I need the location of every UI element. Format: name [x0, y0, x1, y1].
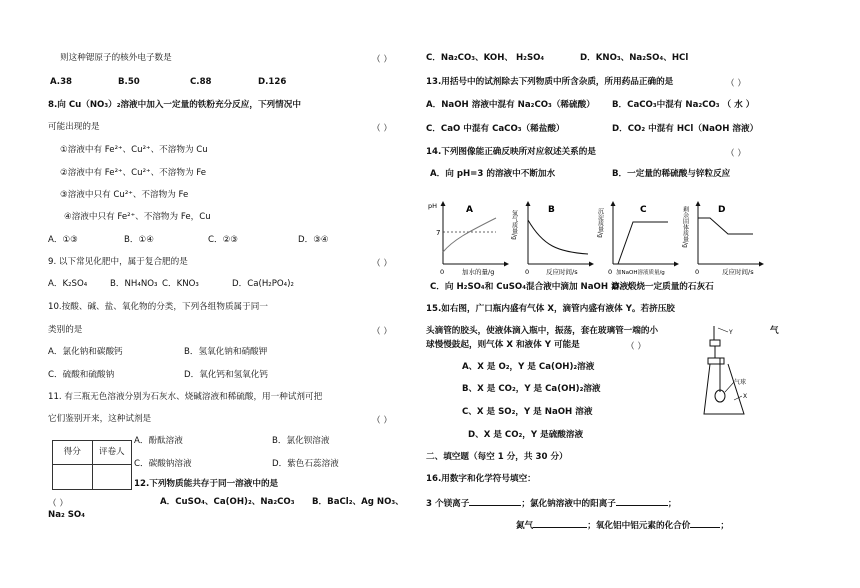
graph-a-ylabel: pH	[428, 202, 438, 210]
q13-option-d: D．CO₂ 中混有 HCl（NaOH 溶液）	[612, 124, 759, 134]
q14-option-a: A．向 pH=3 的溶液中不断加水	[430, 169, 556, 179]
q16-blank-1[interactable]	[469, 496, 521, 506]
q8-item-1: ①溶液中有 Fe²⁺、Cu²⁺、不溶物为 Cu	[60, 145, 208, 155]
graph-a	[428, 202, 508, 276]
graph-d-letter: D	[718, 205, 726, 215]
q8-item-4: ④溶液中只有 Fe²⁺、不溶物为 Fe，Cu	[64, 212, 211, 222]
q9-paren: （ ）	[372, 259, 392, 269]
q15-option-d: D、X 是 CO₂，Y 是硫酸溶液	[468, 430, 584, 440]
q7-tail: 则这种锶原子的核外电子数是	[60, 53, 172, 63]
q7-option-c: C.88	[190, 77, 212, 87]
q10-stem: 10.按酸、碱、盐、氧化物的分类，下列各组物质属于同一	[48, 302, 268, 312]
q11-stem-2: 它们鉴别开来，这种试剂是	[48, 414, 152, 424]
q9-option-a: A．K₂SO₄	[48, 279, 88, 289]
apparatus-y-label: Y	[729, 329, 733, 336]
q9-option-d: D．Ca(H₂PO₄)₂	[232, 279, 294, 289]
q8-option-c: C．②③	[208, 235, 239, 245]
q10-option-b: B．氢氧化钠和硝酸钾	[184, 347, 268, 357]
q8-item-2: ②溶液中有 Fe²⁺、Cu²⁺、不溶物为 Fe	[60, 168, 207, 178]
q16-d-label: 氧化铝中铝元素的化合价	[595, 521, 691, 531]
q15-qi: 气	[770, 326, 779, 336]
q7-paren: （ ）	[372, 55, 392, 65]
graph-b	[511, 202, 594, 276]
q14-option-b: B．一定量的稀硫酸与锌粒反应	[612, 169, 731, 179]
q13-stem: 13.用括号中的试剂除去下列物质中所含杂质，所用药品正确的是	[426, 77, 674, 87]
graph-c	[597, 202, 679, 276]
q16-c-label: 氮气	[516, 521, 534, 531]
q9-option-c: C．KNO₃	[162, 279, 199, 289]
q16-semi-2: ；	[587, 521, 596, 531]
q15-paren: （ ）	[626, 342, 646, 352]
q7-option-d: D.126	[258, 77, 287, 87]
graph-b-xlabel: 反应时间/s	[546, 268, 578, 276]
q16-blank-2[interactable]	[616, 496, 668, 506]
graph-c-letter: C	[640, 205, 647, 215]
grader-label: 评卷人	[98, 447, 125, 457]
q15-option-a: A、X 是 O₂，Y 是 Ca(OH)₂溶液	[462, 362, 595, 372]
q12-option-c: C．Na₂CO₃、KOH、 H₂SO₄	[426, 53, 545, 63]
q8-stem-2: 可能出现的是	[48, 122, 100, 132]
graph-a-seven: 7	[436, 229, 441, 237]
q10-option-d: D．氧化钙和氢氧化钙	[184, 370, 268, 380]
graph-d	[682, 202, 764, 276]
q16-blank-4[interactable]	[690, 518, 720, 528]
graph-a-origin: 0	[440, 268, 445, 276]
score-label: 得分	[53, 441, 93, 464]
graph-b-letter: B	[548, 205, 555, 215]
q14-paren: （ ）	[726, 149, 746, 159]
q16-stem: 16.用数字和化学符号填空：	[426, 474, 536, 484]
q9-stem: 9. 以下常见化肥中，属于复合肥的是	[48, 257, 188, 267]
graph-d-origin: 0	[695, 268, 700, 276]
section-2-heading: 二、填空题（每空 1 分，共 30 分）	[426, 452, 568, 462]
q15-stem-2: 头滴管的胶头，使液体滴入瓶中，振荡，套在玻璃管一端的小	[426, 326, 659, 336]
score-cell[interactable]	[53, 465, 93, 489]
graph-b-ylabel: 氢气质量/g	[510, 210, 518, 240]
q16-semi-1: ；	[667, 499, 677, 509]
q16-a-label: 3 个镁离子	[426, 499, 470, 509]
q8-option-d: D．③④	[298, 235, 329, 245]
graph-c-ylabel: 沉淀质量/g	[596, 208, 604, 238]
q12-option-a: A．CuSO₄、Ca(OH)₂、Na₂CO₃	[160, 497, 295, 507]
q13-option-c: C．CaO 中混有 CaCO₃（稀盐酸）	[426, 124, 565, 134]
q11-option-a: A．酚酞溶液	[134, 436, 183, 446]
graph-c-xlabel: 加NaOH溶液质量/g	[616, 270, 665, 276]
graph-b-origin: 0	[525, 268, 530, 276]
q7-option-b: B.50	[118, 77, 140, 87]
q13-option-b: B．CaCO₃中混有 Na₂CO₃ （ 水 ）	[612, 100, 755, 110]
q15-option-b: B、X 是 CO₂，Y 是 Ca(OH)₂溶液	[462, 384, 601, 394]
q16-line-1	[426, 496, 677, 510]
graph-d-ylabel: 剩余固体质量/g	[681, 206, 689, 248]
score-box	[52, 440, 132, 490]
q8-option-b: B．①④	[124, 235, 154, 245]
grader-cell[interactable]	[93, 465, 132, 489]
q12-option-b: B．BaCl₂、Ag NO₃、	[312, 497, 404, 507]
q12-option-d: D．KNO₃、Na₂SO₄、HCl	[580, 53, 689, 63]
q8-item-3: ③溶液中只有 Cu²⁺、不溶物为 Fe	[60, 190, 189, 200]
q13-option-a: A．NaOH 溶液中混有 Na₂CO₃（稀硫酸）	[426, 100, 595, 110]
graph-d-xlabel: 反应时间/s	[722, 268, 754, 276]
q14-stem: 14.下列图像能正确反映所对应叙述关系的是	[426, 147, 596, 157]
apparatus-x-label: X	[743, 393, 748, 400]
graph-a-xlabel: 加水的量/g	[462, 268, 495, 276]
q16-blank-3[interactable]	[533, 518, 587, 528]
q10-option-a: A．氯化钠和碳酸钙	[48, 347, 123, 357]
q14-option-c: C．向 H₂SO₄和 CuSO₄混合液中滴加 NaOH 溶液	[430, 282, 629, 292]
flask-apparatus	[698, 322, 760, 422]
q7-option-a: A.38	[50, 77, 73, 87]
q15-stem: 15.如右图，广口瓶内盛有气体 X，滴管内盛有液体 Y。若挤压胶	[426, 304, 675, 314]
q9-option-b: B．NH₄NO₃	[110, 279, 158, 289]
apparatus-balloon-label: 气球	[734, 379, 747, 386]
q10-paren: （ ）	[372, 327, 392, 337]
q11-option-b: B．氯化钡溶液	[272, 436, 330, 446]
q13-paren: （ ）	[726, 79, 746, 89]
q16-line-2	[516, 518, 729, 532]
q10-stem-2: 类别的是	[48, 325, 83, 335]
q11-option-c: C．碳酸钠溶液	[134, 459, 192, 469]
q14-option-d: D．煅烧一定质量的石灰石	[612, 282, 714, 292]
q15-option-c: C、X 是 SO₂，Y 是 NaOH 溶液	[462, 407, 593, 417]
q16-b-label: ；氯化钠溶液中的阳离子	[521, 499, 616, 509]
q11-option-d: D．紫色石蕊溶液	[272, 459, 339, 469]
q12-paren: （ ）	[48, 499, 68, 509]
q11-paren: （ ）	[372, 416, 392, 426]
q16-semi-3: ；	[720, 521, 729, 531]
q8-paren: （ ）	[372, 124, 392, 134]
q11-stem: 11. 有三瓶无色溶液分别为石灰水、烧碱溶液和稀硫酸，用一种试剂可把	[48, 392, 323, 402]
graph-a-letter: A	[466, 205, 473, 215]
q12-option-b-cont: Na₂ SO₄	[48, 510, 86, 520]
q15-stem-3: 球慢慢鼓起，则气体 X 和液体 Y 可能是	[426, 340, 580, 350]
q10-option-c: C．硫酸和硫酸钠	[48, 370, 115, 380]
q8-option-a: A．①③	[48, 235, 78, 245]
q14-graphs	[428, 196, 768, 278]
q12-stem: 12.下列物质能共存于同一溶液中的是	[134, 479, 279, 489]
q8-stem: 8.向 Cu（NO₃）₂溶液中加入一定量的铁粉充分反应，下列情况中	[48, 100, 301, 110]
graph-c-origin: 0	[608, 268, 613, 276]
